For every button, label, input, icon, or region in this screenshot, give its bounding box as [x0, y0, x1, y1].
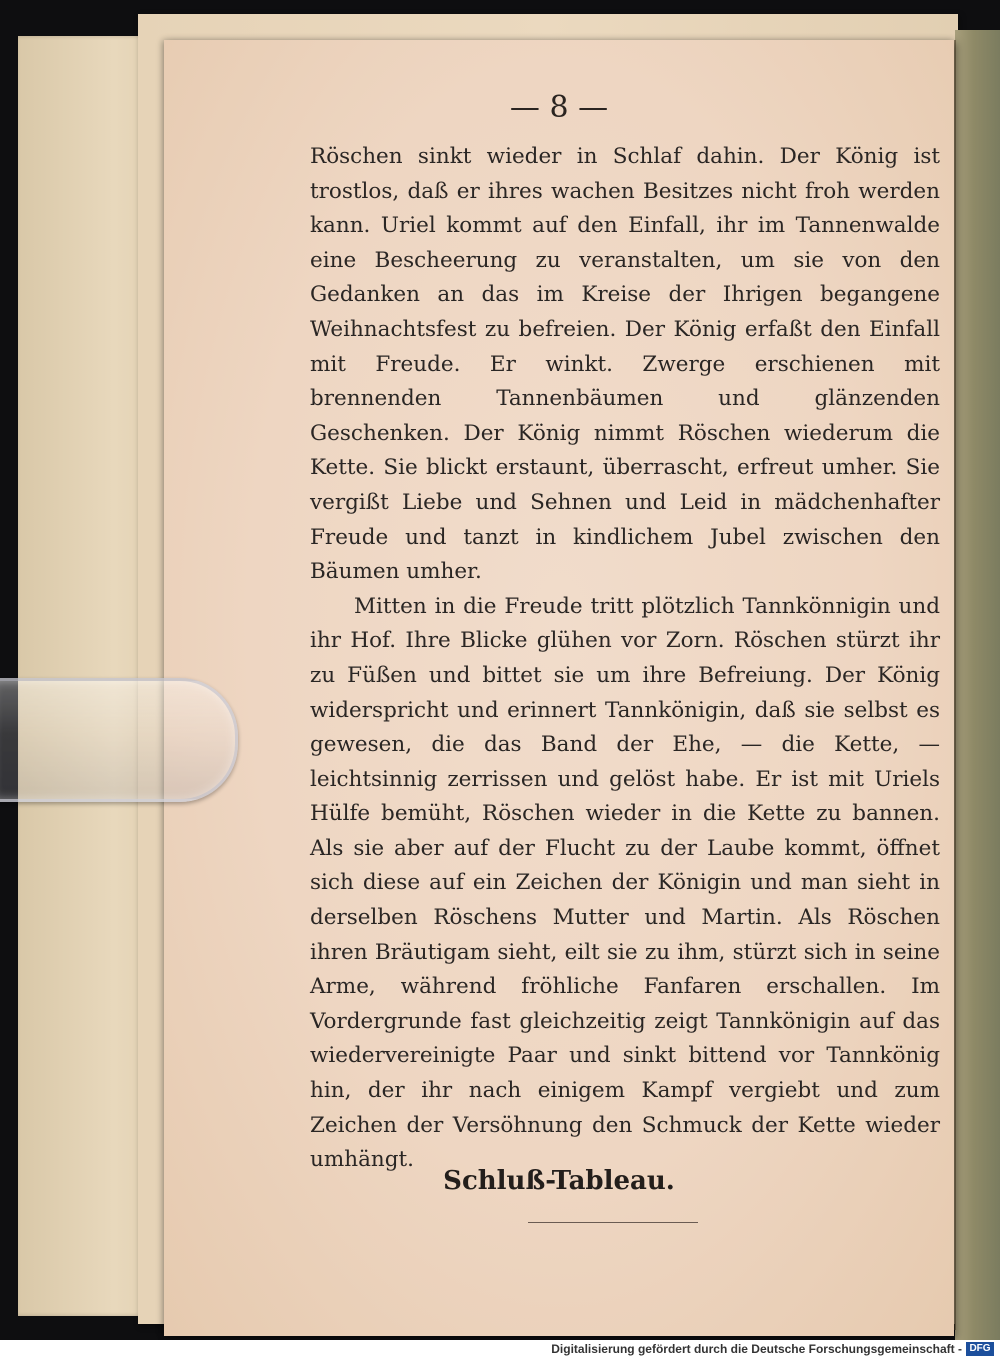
book-page — [164, 40, 954, 1336]
closing-heading: Schluß-Tableau. — [443, 1166, 675, 1196]
dfg-logo: DFG — [966, 1342, 994, 1356]
book-cover-edge — [955, 30, 1000, 1340]
digitization-credit: Digitalisierung gefördert durch die Deutsche Forschungsgemeinschaft - — [551, 1342, 962, 1356]
page-holder-clip — [0, 678, 238, 802]
closing-rule — [528, 1222, 698, 1223]
paragraph-1: Röschen sinkt wieder in Schlaf dahin. Der König ist trostlos, daß er ihres wachen Besitzes nicht froh werden kann. Uriel kommt auf den Einfall, ihr im Tannenwalde eine Bescheerung zu veranstalten, um sie von den Gedanken an das im Kreise der Ihrigen begangene Weihnachtsfest zu befreien. Der König erfaßt den Einfall mit Freude. Er winkt. Zwerge erschienen mit brennenden Tannenbäumen und glänzenden Geschenken. Der König nimmt Röschen wiederum die Kette. Sie blickt erstaunt, überrascht, erfreut umher. Sie vergißt Liebe und Sehnen und Leid in mädchenhafter Freude und tanzt in kindlichem Jubel zwischen den Bäumen umher. — [310, 144, 940, 585]
body-text — [310, 140, 940, 1178]
footer-bar — [0, 1340, 1000, 1359]
page-number: — 8 — — [509, 90, 609, 125]
paragraph-2: Mitten in die Freude tritt plötzlich Tannkönnigin und ihr Hof. Ihre Blicke glühen vor Zorn. Röschen stürzt ihr zu Füßen und bittet sie um ihre Befreiung. Der König widerspricht und erinnert Tannkönigin, daß sie selbst es gewesen, die das Band der Ehe, — die Kette, — leichtsinnig zerrissen und gelöst habe. Er ist mit Uriels Hülfe bemüht, Röschen wieder in die Kette zu bannen. Als sie aber auf der Flucht zu der Laube kommt, öffnet sich diese auf ein Zeichen der Königin und man sieht in derselben Röschens Mutter und Martin. Als Röschen ihren Bräutigam sieht, eilt sie zu ihm, stürzt sich in seine Arme, während fröhliche Fanfaren erschallen. Im Vordergrunde fast gleichzeitig zeigt Tannkönigin auf das wiedervereinigte Paar und sinkt bittend vor Tannkönig hin, der ihr nach einigem Kampf vergiebt und zum Zeichen der Versöhnung den Schmuck der Kette wieder umhängt. — [310, 593, 940, 1173]
